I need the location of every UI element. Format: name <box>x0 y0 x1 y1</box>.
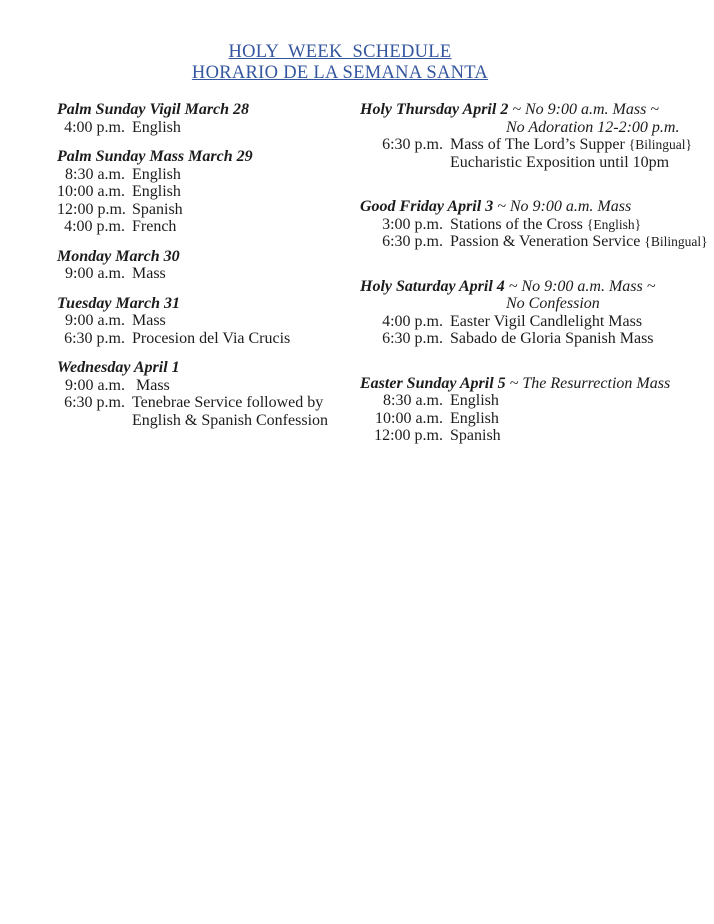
entry-desc-continuation: Eucharistic Exposition until 10pm <box>450 153 670 171</box>
section-note: ~ No 9:00 a.m. Mass ~ <box>508 277 656 295</box>
entry-row <box>57 377 359 395</box>
section-header-line <box>57 359 359 377</box>
section-header: Monday March 30 <box>57 247 180 265</box>
entry-desc-text: English <box>450 392 499 409</box>
schedule-section <box>360 278 712 348</box>
section-header: Palm Sunday Vigil March 28 <box>57 101 250 118</box>
entry-desc <box>450 233 708 251</box>
entry-language-tag: {Bilingual} <box>644 234 708 249</box>
entry-row <box>360 136 712 154</box>
entry-desc <box>132 377 170 395</box>
entry-desc <box>450 136 692 154</box>
entry-language-tag: {Bilingual} <box>628 137 693 152</box>
entry-time: 6:30 p.m. <box>64 329 125 347</box>
entry-desc <box>132 119 181 137</box>
section-header: Palm Sunday Mass March 29 <box>57 148 253 165</box>
schedule-section <box>57 148 359 236</box>
section-header-line <box>57 148 359 166</box>
entry-desc-text: Mass <box>132 265 166 282</box>
entry-row <box>57 394 359 412</box>
entry-desc <box>132 218 176 236</box>
entry-desc <box>132 394 323 412</box>
schedule-section <box>57 101 359 136</box>
entry-desc-text: Spanish <box>450 427 501 444</box>
section-header: Good Friday April 3 <box>360 198 494 215</box>
entry-desc <box>450 313 642 331</box>
entry-desc-text: Mass of The Lord’s Supper <box>450 136 625 153</box>
entry-row <box>57 183 359 201</box>
document-title <box>0 42 680 84</box>
entry-desc-text: Mass <box>132 312 166 329</box>
entry-desc <box>132 330 290 348</box>
entry-desc-text: Tenebrae Service followed by <box>132 394 324 411</box>
section-note: ~ The Resurrection Mass <box>509 374 671 392</box>
schedule-section <box>360 375 712 445</box>
schedule-section <box>360 101 712 171</box>
entry-time: 4:00 p.m. <box>64 118 125 136</box>
entry-desc-text: Procesion del Via Crucis <box>132 329 291 347</box>
section-header-line <box>360 278 712 296</box>
section-header-line <box>360 198 712 216</box>
entry-time: 9:00 a.m. <box>65 312 125 329</box>
entry-desc <box>450 330 654 348</box>
section-header: Tuesday March 31 <box>57 294 180 312</box>
entry-row <box>57 201 359 219</box>
entry-time: 6:30 p.m. <box>382 136 443 153</box>
entry-time: 10:00 a.m. <box>57 183 125 200</box>
entry-time: 6:30 p.m. <box>382 233 443 250</box>
section-header-line <box>57 101 359 119</box>
section-note: ~ No 9:00 a.m. Mass ~ <box>512 101 659 118</box>
schedule-section <box>57 359 359 429</box>
entry-time: 6:30 p.m. <box>64 394 125 411</box>
entry-desc-text: English <box>132 165 181 183</box>
entry-desc-text: English <box>132 118 181 136</box>
title-spanish: HORARIO DE LA SEMANA SANTA <box>191 63 489 83</box>
section-note-line2: No Adoration 12-2:00 p.m. <box>506 118 680 136</box>
entry-desc <box>132 312 166 330</box>
entry-time: 9:00 a.m. <box>65 376 125 394</box>
entry-row <box>360 330 712 348</box>
entry-desc-text: English <box>132 183 181 200</box>
schedule-section <box>360 198 712 251</box>
title-english: HOLY WEEK SCHEDULE <box>228 42 452 62</box>
entry-time: 6:30 p.m. <box>382 330 443 347</box>
entry-desc <box>450 392 499 410</box>
schedule-section <box>57 295 359 348</box>
section-header: Easter Sunday April 5 <box>360 374 506 392</box>
entry-time: 4:00 p.m. <box>64 218 125 235</box>
section-header: Holy Thursday April 2 <box>360 101 509 118</box>
entry-row <box>57 312 359 330</box>
entry-row <box>57 330 359 348</box>
entry-time: 8:30 a.m. <box>65 165 125 183</box>
entry-row <box>57 166 359 184</box>
entry-time: 4:00 p.m. <box>382 312 443 330</box>
entry-desc-text: English <box>450 409 499 427</box>
entry-row <box>360 313 712 331</box>
entry-language-tag: {English} <box>586 216 642 232</box>
entry-row <box>360 216 712 234</box>
entry-row <box>360 233 712 251</box>
entry-desc-text: Spanish <box>132 200 183 218</box>
entry-desc <box>132 265 166 283</box>
section-header: Wednesday April 1 <box>57 359 180 376</box>
entry-desc <box>132 201 183 219</box>
entry-time: 3:00 p.m. <box>382 215 443 233</box>
section-header-line <box>57 248 359 266</box>
entry-time: 10:00 a.m. <box>375 409 443 427</box>
entry-desc-text: Passion & Veneration Service <box>450 233 641 250</box>
entry-time: 9:00 a.m. <box>65 265 125 282</box>
entry-desc-text: Easter Vigil Candlelight Mass <box>450 312 643 330</box>
entry-row <box>57 265 359 283</box>
entry-desc-continuation: English & Spanish Confession <box>132 411 329 429</box>
entry-time: 12:00 p.m. <box>57 200 126 218</box>
entry-desc <box>450 427 501 445</box>
entry-desc <box>450 410 499 428</box>
entry-desc <box>132 166 181 184</box>
section-note-line2: No Confession <box>506 295 600 312</box>
entry-desc <box>450 216 641 234</box>
entry-row <box>360 410 712 428</box>
entry-row <box>360 427 712 445</box>
section-note: ~ No 9:00 a.m. Mass <box>497 198 632 215</box>
entry-row <box>57 119 359 137</box>
entry-row <box>360 392 712 410</box>
entry-desc-text: Sabado de Gloria Spanish Mass <box>450 330 654 347</box>
entry-desc-text: French <box>132 218 177 235</box>
section-header-line <box>57 295 359 313</box>
section-header-line <box>360 375 712 393</box>
entry-desc-text: Stations of the Cross <box>450 215 583 233</box>
section-header-line <box>360 101 712 119</box>
section-header: Holy Saturday April 4 <box>360 277 505 295</box>
entry-row <box>57 218 359 236</box>
entry-time: 8:30 a.m. <box>383 392 443 409</box>
right-column <box>360 101 712 472</box>
entry-time: 12:00 p.m. <box>374 427 443 444</box>
schedule-section <box>57 248 359 283</box>
entry-desc-text: Mass <box>132 376 170 394</box>
entry-desc <box>132 183 181 201</box>
left-column <box>57 101 359 441</box>
